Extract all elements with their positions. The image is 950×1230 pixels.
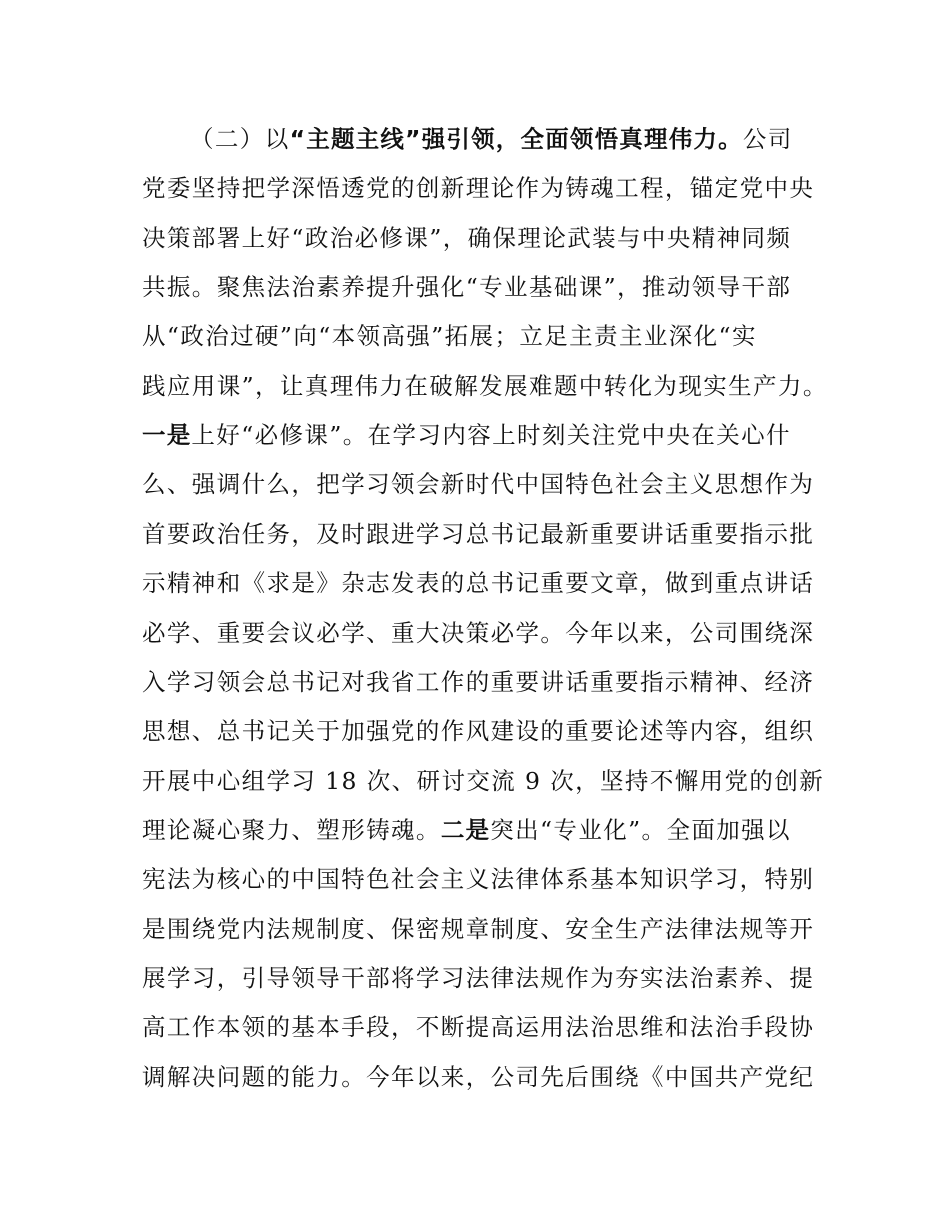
text-line bbox=[190, 123, 870, 155]
text-run: 首要政治任务，及时跟进学习总书记最新重要讲话重要指示批 bbox=[142, 519, 815, 548]
text-run: 高工作本领的基本手段，不断提高运用法治思维和法治手段协 bbox=[142, 1013, 815, 1042]
text-run: 公司 bbox=[742, 125, 793, 153]
bold-text-run: 二是 bbox=[440, 815, 491, 844]
text-run: 示精神和《求是》杂志发表的总书记重要文章，做到重点讲话 bbox=[142, 569, 815, 598]
text-line bbox=[142, 715, 822, 747]
text-run: 践应用课”，让真理伟力在破解发展难题中转化为现实生产力。 bbox=[142, 371, 828, 400]
text-line bbox=[142, 1061, 822, 1093]
text-line bbox=[142, 320, 822, 352]
text-line bbox=[142, 370, 828, 402]
text-run: 从“政治过硬”向“本领高强”拓展；立足主责主业深化“实 bbox=[142, 322, 757, 351]
text-line bbox=[142, 1011, 822, 1043]
text-line bbox=[142, 419, 822, 451]
text-line bbox=[142, 962, 822, 994]
text-run: 宪法为核心的中国特色社会主义法律体系基本知识学习，特别 bbox=[142, 865, 815, 894]
text-run: 上好“必修课”。在学习内容上时刻关注党中央在关心什 bbox=[191, 421, 791, 450]
text-line bbox=[142, 271, 822, 303]
text-line bbox=[142, 814, 822, 846]
bold-text-run: 一是 bbox=[142, 421, 192, 450]
text-line bbox=[142, 666, 822, 698]
text-run: 思想、总书记关于加强党的作风建设的重要论述等内容，组织 bbox=[142, 717, 815, 746]
text-line bbox=[142, 567, 822, 599]
text-line bbox=[142, 617, 822, 649]
text-line bbox=[142, 765, 825, 797]
text-run: 么、强调什么，把学习领会新时代中国特色社会主义思想作为 bbox=[142, 470, 815, 499]
text-run: 入学习领会总书记对我省工作的重要讲话重要指示精神、经济 bbox=[142, 667, 815, 696]
text-run: 是围绕党内法规制度、保密规章制度、安全生产法律法规等开 bbox=[142, 914, 815, 943]
text-line bbox=[142, 518, 822, 550]
text-run: 开展中心组学习 18 次、研讨交流 9 次，坚持不懈用党的创新 bbox=[142, 766, 825, 795]
text-line bbox=[142, 863, 822, 895]
text-line bbox=[142, 913, 822, 945]
text-run: 共振。聚焦法治素养提升强化“专业基础课”，推动领导干部 bbox=[142, 273, 792, 302]
text-line bbox=[142, 222, 822, 254]
text-run: 调解决问题的能力。今年以来，公司先后围绕《中国共产党纪 bbox=[142, 1062, 815, 1091]
text-run: 党委坚持把学深悟透党的创新理论作为铸魂工程，锚定党中央 bbox=[142, 174, 815, 203]
text-run: 展学习，引导领导干部将学习法律法规作为夯实法治素养、提 bbox=[142, 963, 815, 992]
text-run: 理论凝心聚力、塑形铸魂。 bbox=[142, 815, 441, 844]
bold-text-run: “主题主线”强引领，全面领悟真理伟力。 bbox=[289, 125, 743, 153]
text-run: 决策部署上好“政治必修课”，确保理论武装与中央精神同频 bbox=[142, 223, 792, 252]
text-run: （二）以 bbox=[190, 125, 290, 153]
text-run: 突出“专业化”。全面加强以 bbox=[490, 815, 791, 844]
text-run: 必学、重要会议必学、重大决策必学。今年以来，公司围绕深 bbox=[142, 618, 815, 647]
text-line bbox=[142, 468, 822, 500]
text-line bbox=[142, 172, 822, 204]
